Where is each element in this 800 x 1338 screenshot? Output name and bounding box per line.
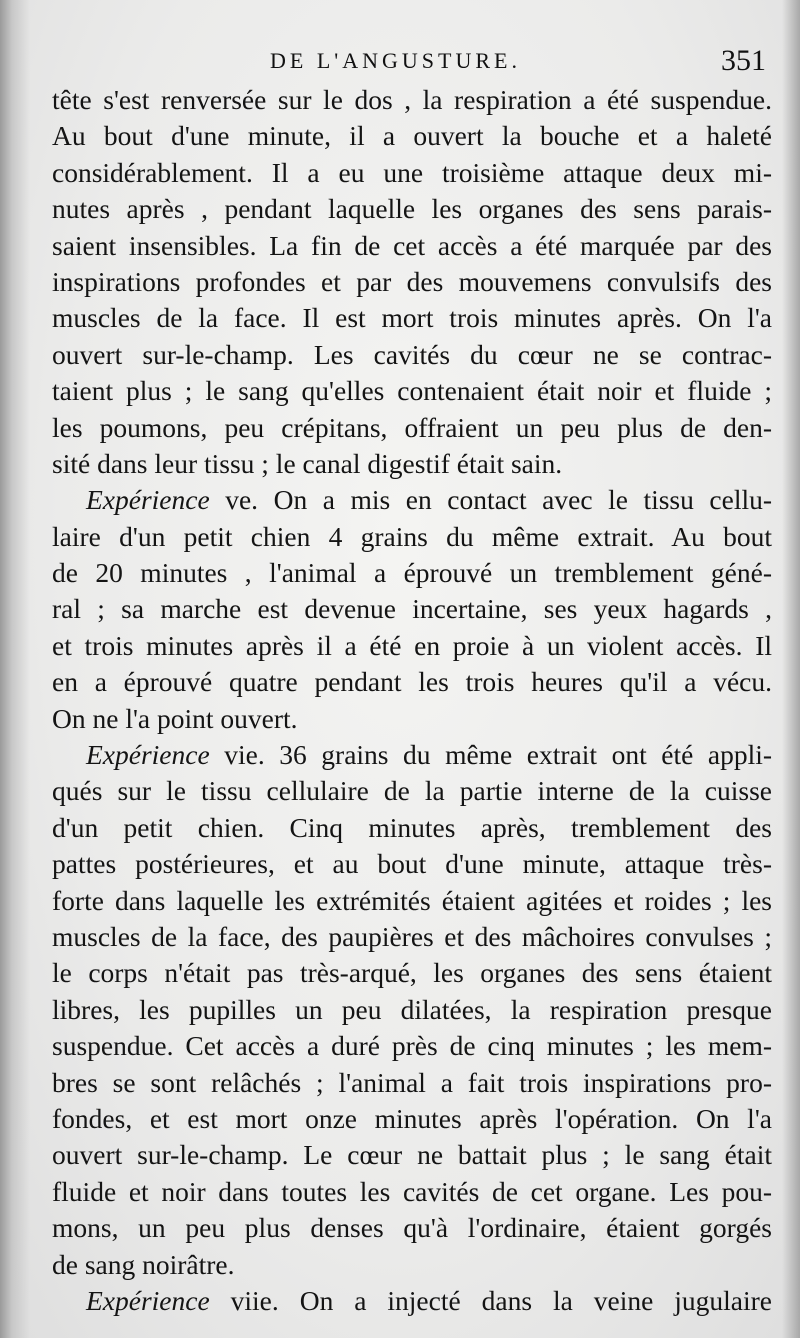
text-line: On ne l'a point ouvert. xyxy=(52,702,298,734)
text-line: d'un petit chien. Cinq minutes après, tremblement des xyxy=(52,811,772,843)
body-text xyxy=(52,82,772,1319)
text-segment: On a injecté dans la veine jugulaire xyxy=(299,1284,772,1316)
text-line: inspirations profondes et par des mouvemens convulsifs des xyxy=(52,265,772,297)
text-line: qués sur le tissu cellulaire de la partie interne de la cuisse xyxy=(52,775,772,807)
text-line: taient plus ; le sang qu'elles contenaient était noir et fluide ; xyxy=(52,375,772,407)
text-line: forte dans laquelle les extrémités étaient agitées et roides ; les xyxy=(52,884,772,916)
running-head xyxy=(52,44,770,84)
text-line: de 20 minutes , l'animal a éprouvé un tremblement géné- xyxy=(52,557,772,589)
experiment-number: viie. xyxy=(230,1284,279,1316)
text-line: ouvert sur-le-champ. Les cavités du cœur ne se contrac- xyxy=(52,338,772,370)
text-line: nutes après , pendant laquelle les organes des sens parais- xyxy=(52,193,772,225)
text-segment: On a mis en contact avec le tissu cellu- xyxy=(273,484,772,516)
paragraph-first-line xyxy=(52,482,772,518)
text-line: pattes postérieures, et au bout d'une minute, attaque très- xyxy=(52,848,772,880)
text-line: mons, un peu plus denses qu'à l'ordinaire, étaient gorgés xyxy=(52,1212,772,1244)
text-line: de sang noirâtre. xyxy=(52,1248,235,1280)
page-right-shadow xyxy=(782,0,800,1338)
text-line: saient insensibles. La fin de cet accès a été marquée par des xyxy=(52,229,772,261)
page-left-shadow xyxy=(0,0,30,1338)
text-line: le corps n'était pas très-arqué, les organes des sens étaient xyxy=(52,957,772,989)
text-line: ouvert sur-le-champ. Le cœur ne battait plus ; le sang était xyxy=(52,1139,772,1171)
paragraph-first-line xyxy=(52,1283,772,1319)
text-line: muscles de la face. Il est mort trois minutes après. On l'a xyxy=(52,302,772,334)
text-line: bres se sont relâchés ; l'animal a fait trois inspirations pro- xyxy=(52,1066,772,1098)
text-line: libres, les pupilles un peu dilatées, la respiration presque xyxy=(52,993,772,1025)
text-line: suspendue. Cet accès a duré près de cinq minutes ; les mem- xyxy=(52,1030,772,1062)
text-line: fondes, et est mort onze minutes après l'opération. On l'a xyxy=(52,1102,772,1134)
text-line: muscles de la face, des paupières et des mâchoires convulses ; xyxy=(52,920,772,952)
text-line: Au bout d'une minute, il a ouvert la bouche et a haleté xyxy=(52,120,772,152)
running-title: DE L'ANGUSTURE. xyxy=(270,48,521,73)
paragraph-first-line xyxy=(52,737,772,773)
text-line: sité dans leur tissu ; le canal digestif était sain. xyxy=(52,447,563,479)
experiment-number: ve. xyxy=(225,484,259,516)
text-line: ral ; sa marche est devenue incertaine, ses yeux hagards , xyxy=(52,593,772,625)
text-line: en a éprouvé quatre pendant les trois heures qu'il a vécu. xyxy=(52,666,772,698)
text-segment: 36 grains du même extrait ont été appli- xyxy=(279,739,772,771)
text-line: et trois minutes après il a été en proie à un violent accès. Il xyxy=(52,629,772,661)
text-line: tête s'est renversée sur le dos , la respiration a été suspendue. xyxy=(52,84,772,115)
experiment-label: Expérience xyxy=(86,484,210,516)
text-line: laire d'un petit chien 4 grains du même extrait. Au bout xyxy=(52,520,772,552)
text-line: fluide et noir dans toutes les cavités de cet organe. Les pou- xyxy=(52,1175,772,1207)
text-line: considérablement. Il a eu une troisième attaque deux mi- xyxy=(52,156,772,188)
experiment-label: Expérience xyxy=(86,1284,210,1316)
experiment-number: vie. xyxy=(224,739,265,771)
text-line: les poumons, peu crépitans, offraient un peu plus de den- xyxy=(52,411,772,443)
experiment-label: Expérience xyxy=(86,739,210,771)
page-number: 351 xyxy=(721,44,766,77)
